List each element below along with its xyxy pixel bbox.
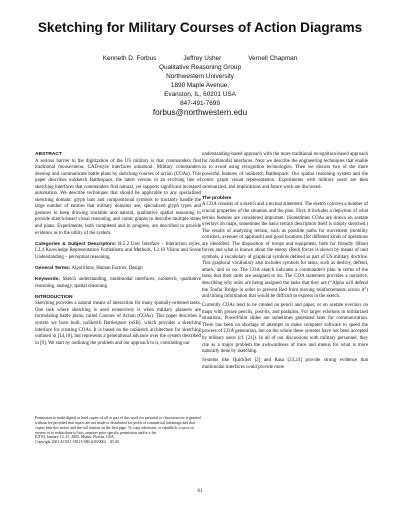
permission-block (35, 416, 201, 445)
introduction-heading: INTRODUCTION (35, 294, 73, 300)
paper-title: Sketching for Military Courses of Action Diagrams (37, 20, 363, 35)
introduction-text: Sketching provides a natural means of interaction for many spatially-oriented tasks. One task where sketching is used extensively is when military planners are formulating battle plans, called Courses of Action (COAs). This paper describes a system we have built, nuSketch Battlespace (nSB), which provides a sketching interface for creating COAs. It is based on the nuSketch architecture for sketching outlined in [14,18], but represents a generational advance over the system described in [9]. We start by outlining the problem and our approach to it, contrasting our (35, 301, 201, 346)
affiliation-line: 847-491-7699 (180, 99, 220, 107)
venue-text: IUI'03, January 12–15, 2003, Miami, Florida, USA. (35, 435, 115, 440)
categories-label: Categories & Subject Descriptors: (35, 241, 117, 247)
affiliation-line: Evanston, IL, 60201 USA (164, 90, 236, 98)
page-number: 61 (197, 489, 203, 494)
author-email[interactable]: forbus@northwestern.edu (152, 108, 248, 118)
author-name: Kenneth D. Forbus (102, 55, 157, 62)
left-column (35, 152, 201, 347)
affiliation-line: Northwestern University (166, 72, 234, 80)
permission-text: Permission to make digital or hard copies of all or part of this work for personal or classroom use is granted without fee provided that copies are not made or distributed for profit or commercial advantage and that copies bear this notice and the full citation on the first page. To copy otherwise, or republish, to post on servers or to redistribute to lists, requires prior specific permission and/or a fee. (35, 416, 201, 435)
author-name: Vernell Chapman (248, 55, 298, 62)
body-paragraph: Systems like QuickSet [2] and Rasa [23,24] provide strong evidence that multimodal interfaces could provide more (202, 358, 368, 370)
categories-paragraph (35, 242, 201, 262)
body-paragraph: A COA consists of a sketch and a textual statement. The sketch conveys a number of crucial properties of the situation and the plan. First, it includes a depiction of what terrain features are considered important. (Sometimes COAs are drawn on acetate overlays on maps, sometimes the basic terrain description itself is simply sketched.) The results of analyzing terrain, such as possible paths for movement (mobility corridors, avenues of approach) and good locations (for different kinds of operations are identified. The disposition of troops and equipment, both for friendly (Blue) forces and what is known about the enemy (Red) forces is shown by means of unit symbols, a vocabulary of graphical symbols defined as part of US military doctrine. This graphical vocabulary also includes symbols for tasks, such as destroy, defend, attack, and so on. The COA sketch indicates a commander's plan in terms of the tasks that their units are assigned to do. The COA statement provides a narrative, describing why units are being assigned the tasks that they are (“Alpha will defend the Toofar Bridge in order to prevent Red from moving reinforcements across it”) and timing information that would be difficult to express in the sketch. (202, 202, 368, 300)
keywords-label: Keywords: (35, 277, 61, 283)
body-paragraph: understanding-based approach with the more traditional recognition-based approach for multimodal interfaces. Next we describe the engineering techniques that enable us to avoid using recognition technologies. Then we discuss two of the more powerful features of nuSketch Battlespace: Our spatial reasoning system and the comic graph visual representation. Experiments with military users are then summarized, and implications and future work are discussed. (202, 152, 368, 190)
keywords-text: Sketch understanding, multimodal interfaces; nuSketch; qualitative reasoning, analogy, spatial reasoning (35, 277, 201, 289)
abstract-text: A serious barrier to the digitization of the US military is that commanders find traditional mouse/menu, CAD-style interfaces unnatural. Military commanders develop and communicate battle plans by sketching courses of action (COAs). This paper describes nuSketch Battlespace, the latest version in an evolving line of sketching interfaces that commanders find natural, yet supports significant increased automation. We describe techniques that should be applicable to any specialized sketching domain: glyph bars and compositional symbols to tractably handle the large number of entities that military domains use, specialized glyph types and gestures to keep drawing tractable and natural, qualitative spatial reasoning to provide sketch-based visual reasoning, and comic graphs to describe multiple states and plans. Experiments, both completed and in progress, are described to provide evidence as to the utility of the system. (35, 158, 201, 236)
affiliation-line: Qualitative Reasoning Group (158, 63, 242, 71)
author-names (0, 55, 400, 64)
author-block (0, 55, 400, 118)
keywords-paragraph (35, 277, 201, 290)
copyright-text: Copyright 2003 ACM 1-58113-586-6/03/0001…$5.00. (35, 440, 120, 445)
terms-text: Algorithms, Human Factors, Design (70, 265, 143, 271)
abstract-heading: ABSTRACT (35, 152, 62, 157)
problem-heading: The problem (202, 195, 232, 201)
categories-text: H.5.2 User Interface – Interaction styles, I.2.4 Knowledge Representation Formalisms and Methods, I.2.10 Vision and Scene Understanding – perceptual reasoning, (35, 241, 201, 260)
body-paragraph: Currently COAs tend to be created on pencil and paper, or on acetate overlays on maps with grease pencils, post-its, and pushpins. For larger echelons in militarized situations, PowerPoint slides are sometimes generated later for communication. There has been no shortage of attempts to make computer software to speed the process of COA generation, but on the whole these systems have not been accepted by military users (cf. [21]). In all of our discussions with military personnel, they cite as a major problem the awkwardness of mice and menus for what is more naturally done by sketching. (202, 303, 368, 355)
terms-label: General Terms: (35, 265, 71, 271)
affiliation-line: 1890 Maple Avenue, (170, 81, 230, 89)
author-name: Jeffrey Usher (183, 55, 222, 62)
right-column (202, 152, 368, 371)
